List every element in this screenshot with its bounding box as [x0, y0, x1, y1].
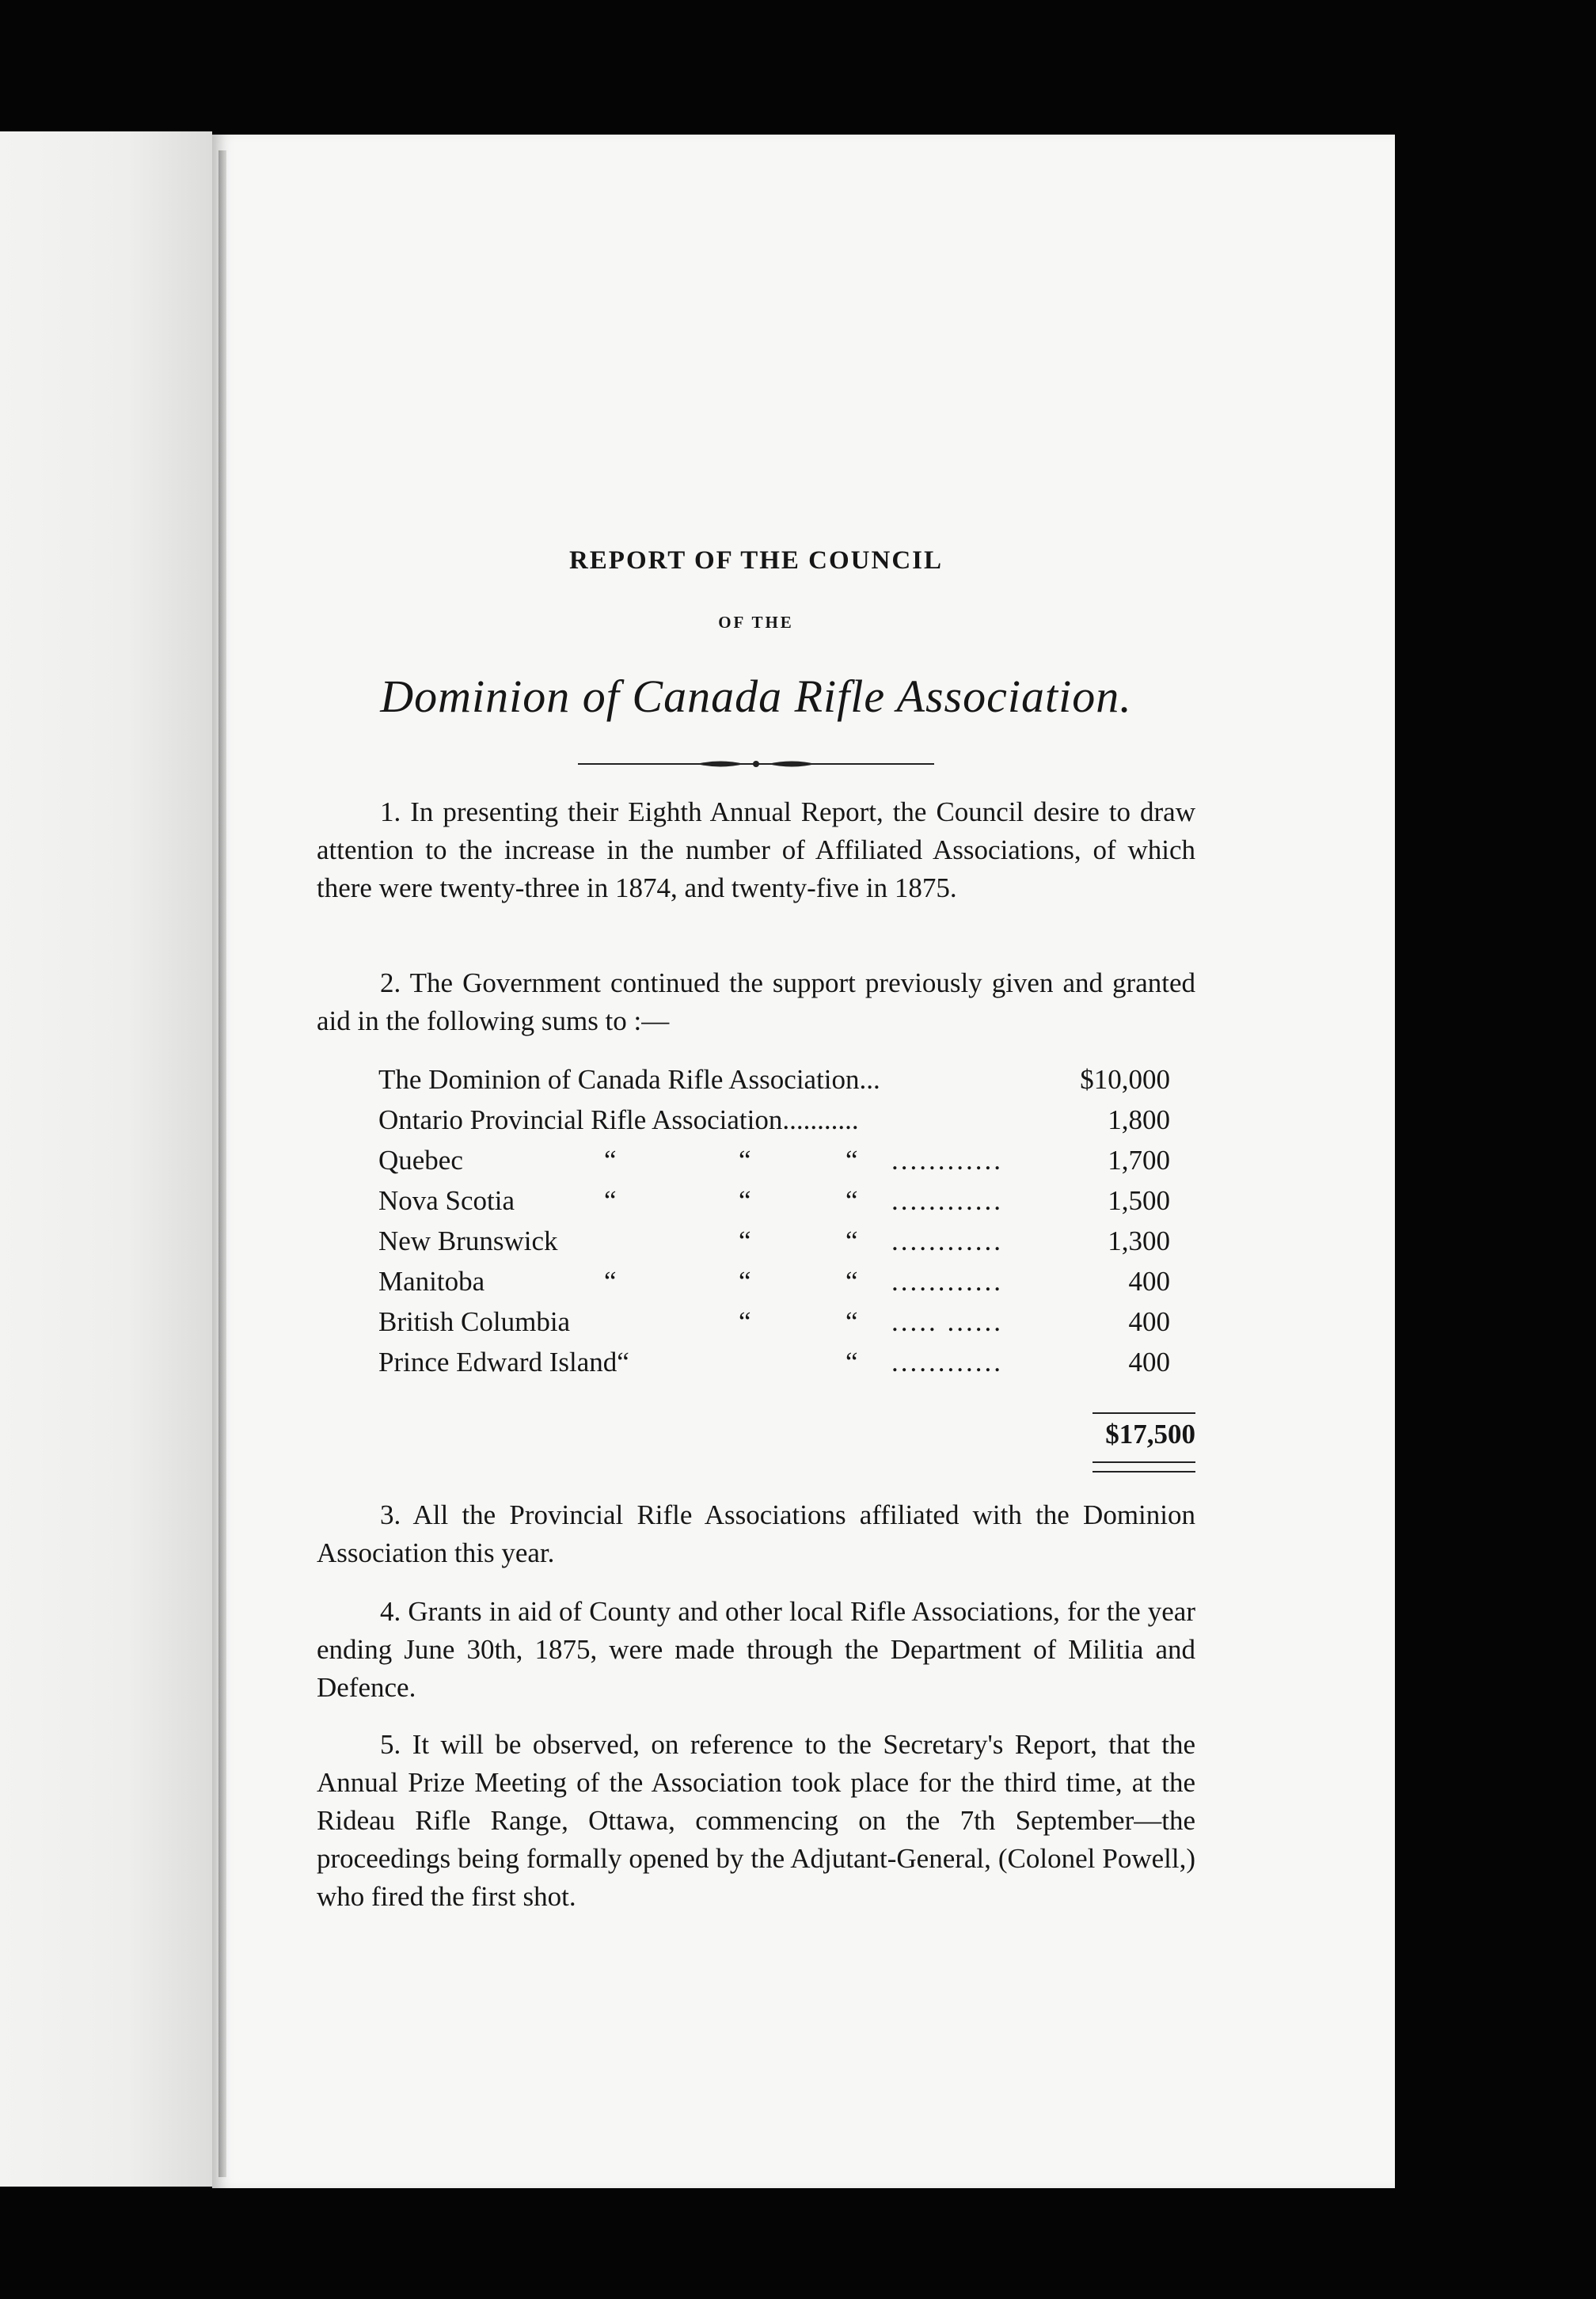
grant-recipient: Nova Scotia [378, 1185, 515, 1216]
leader-dots: ............ [891, 1347, 1003, 1378]
ditto-mark: “ [739, 1266, 751, 1297]
page-gutter-shadow [218, 150, 226, 2177]
ditto-mark: “ [846, 1347, 858, 1378]
grant-recipient: British Columbia [378, 1306, 571, 1337]
grant-row [378, 1100, 1170, 1140]
grant-row [378, 1342, 1170, 1382]
grant-amount: 1,500 [1108, 1185, 1170, 1216]
ditto-mark: “ [604, 1145, 617, 1176]
ditto-mark: “ [604, 1185, 617, 1216]
ditto-mark: “ [739, 1306, 751, 1337]
paragraph-1: 1. In presenting their Eighth Annual Report, the Council desire to draw attention to the increase in the number of Affiliated Associations, of which there were twenty-three in 1874, and twenty-five in 1875. [317, 796, 1195, 903]
grant-recipient: Manitoba [378, 1266, 485, 1297]
grant-amount: 400 [1128, 1306, 1170, 1337]
grant-row [378, 1140, 1170, 1180]
grant-recipient: Ontario Provincial Rifle Association........... [378, 1104, 859, 1135]
leader-dots: ............ [891, 1145, 1003, 1176]
grant-recipient: Prince Edward Island“ [378, 1347, 629, 1378]
grant-row [378, 1302, 1170, 1342]
ditto-mark: “ [739, 1185, 751, 1216]
grant-recipient: The Dominion of Canada Rifle Association... [378, 1064, 880, 1095]
association-title: Dominion of Canada Rifle Association. [380, 671, 1132, 722]
leader-dots: ..... ...... [891, 1306, 1003, 1337]
grant-row [378, 1221, 1170, 1261]
report-title: REPORT OF THE COUNCIL [568, 546, 944, 575]
paragraph-4: 4. Grants in aid of County and other local Rifle Associations, for the year ending June 30th, 1875, were made through the Department of Militia and Defence. [317, 1596, 1195, 1703]
leader-dots: ............ [891, 1226, 1003, 1256]
ditto-mark: “ [739, 1145, 751, 1176]
ditto-mark: “ [846, 1266, 858, 1297]
grant-recipient: New Brunswick [378, 1226, 558, 1256]
paragraph-3: 3. All the Provincial Rifle Associations affiliated with the Dominion Association this year. [317, 1499, 1195, 1568]
grants-total: $17,500 [1105, 1419, 1195, 1450]
grant-row [378, 1059, 1170, 1100]
paragraph-5: 5. It will be observed, on reference to the Secretary's Report, that the Annual Prize Meeting of the Association took place for the third time, at the Rideau Rifle Range, Ottawa, commencing on the 7th September—the proceedings being formally opened by the Adjutant-General, (Colonel Powell,) who fired the first shot. [317, 1729, 1195, 1912]
ditto-mark: “ [846, 1306, 858, 1337]
total-double-rule [1092, 1461, 1195, 1472]
ornament-divider [578, 752, 934, 776]
grant-amount: 1,700 [1108, 1145, 1170, 1176]
ditto-mark: “ [846, 1226, 858, 1256]
grant-row [378, 1180, 1170, 1221]
grant-amount: 1,300 [1108, 1226, 1170, 1256]
total-rule [1092, 1412, 1195, 1414]
ditto-mark: “ [604, 1266, 617, 1297]
grant-row [378, 1261, 1170, 1302]
report-subtitle: OF THE [718, 613, 794, 632]
grant-amount: 400 [1128, 1266, 1170, 1297]
leader-dots: ............ [891, 1185, 1003, 1216]
left-page-edge [0, 131, 212, 2187]
grant-amount: $10,000 [1080, 1064, 1170, 1095]
paragraph-2: 2. The Government continued the support previously given and granted aid in the following sums to :— [317, 967, 1195, 1036]
grant-amount: 1,800 [1108, 1104, 1170, 1135]
grant-amount: 400 [1128, 1347, 1170, 1378]
grants-list [378, 1059, 1170, 1382]
ditto-mark: “ [739, 1226, 751, 1256]
ditto-mark: “ [846, 1145, 858, 1176]
ditto-mark: “ [846, 1185, 858, 1216]
leader-dots: ............ [891, 1266, 1003, 1297]
grant-recipient: Quebec [378, 1145, 463, 1176]
